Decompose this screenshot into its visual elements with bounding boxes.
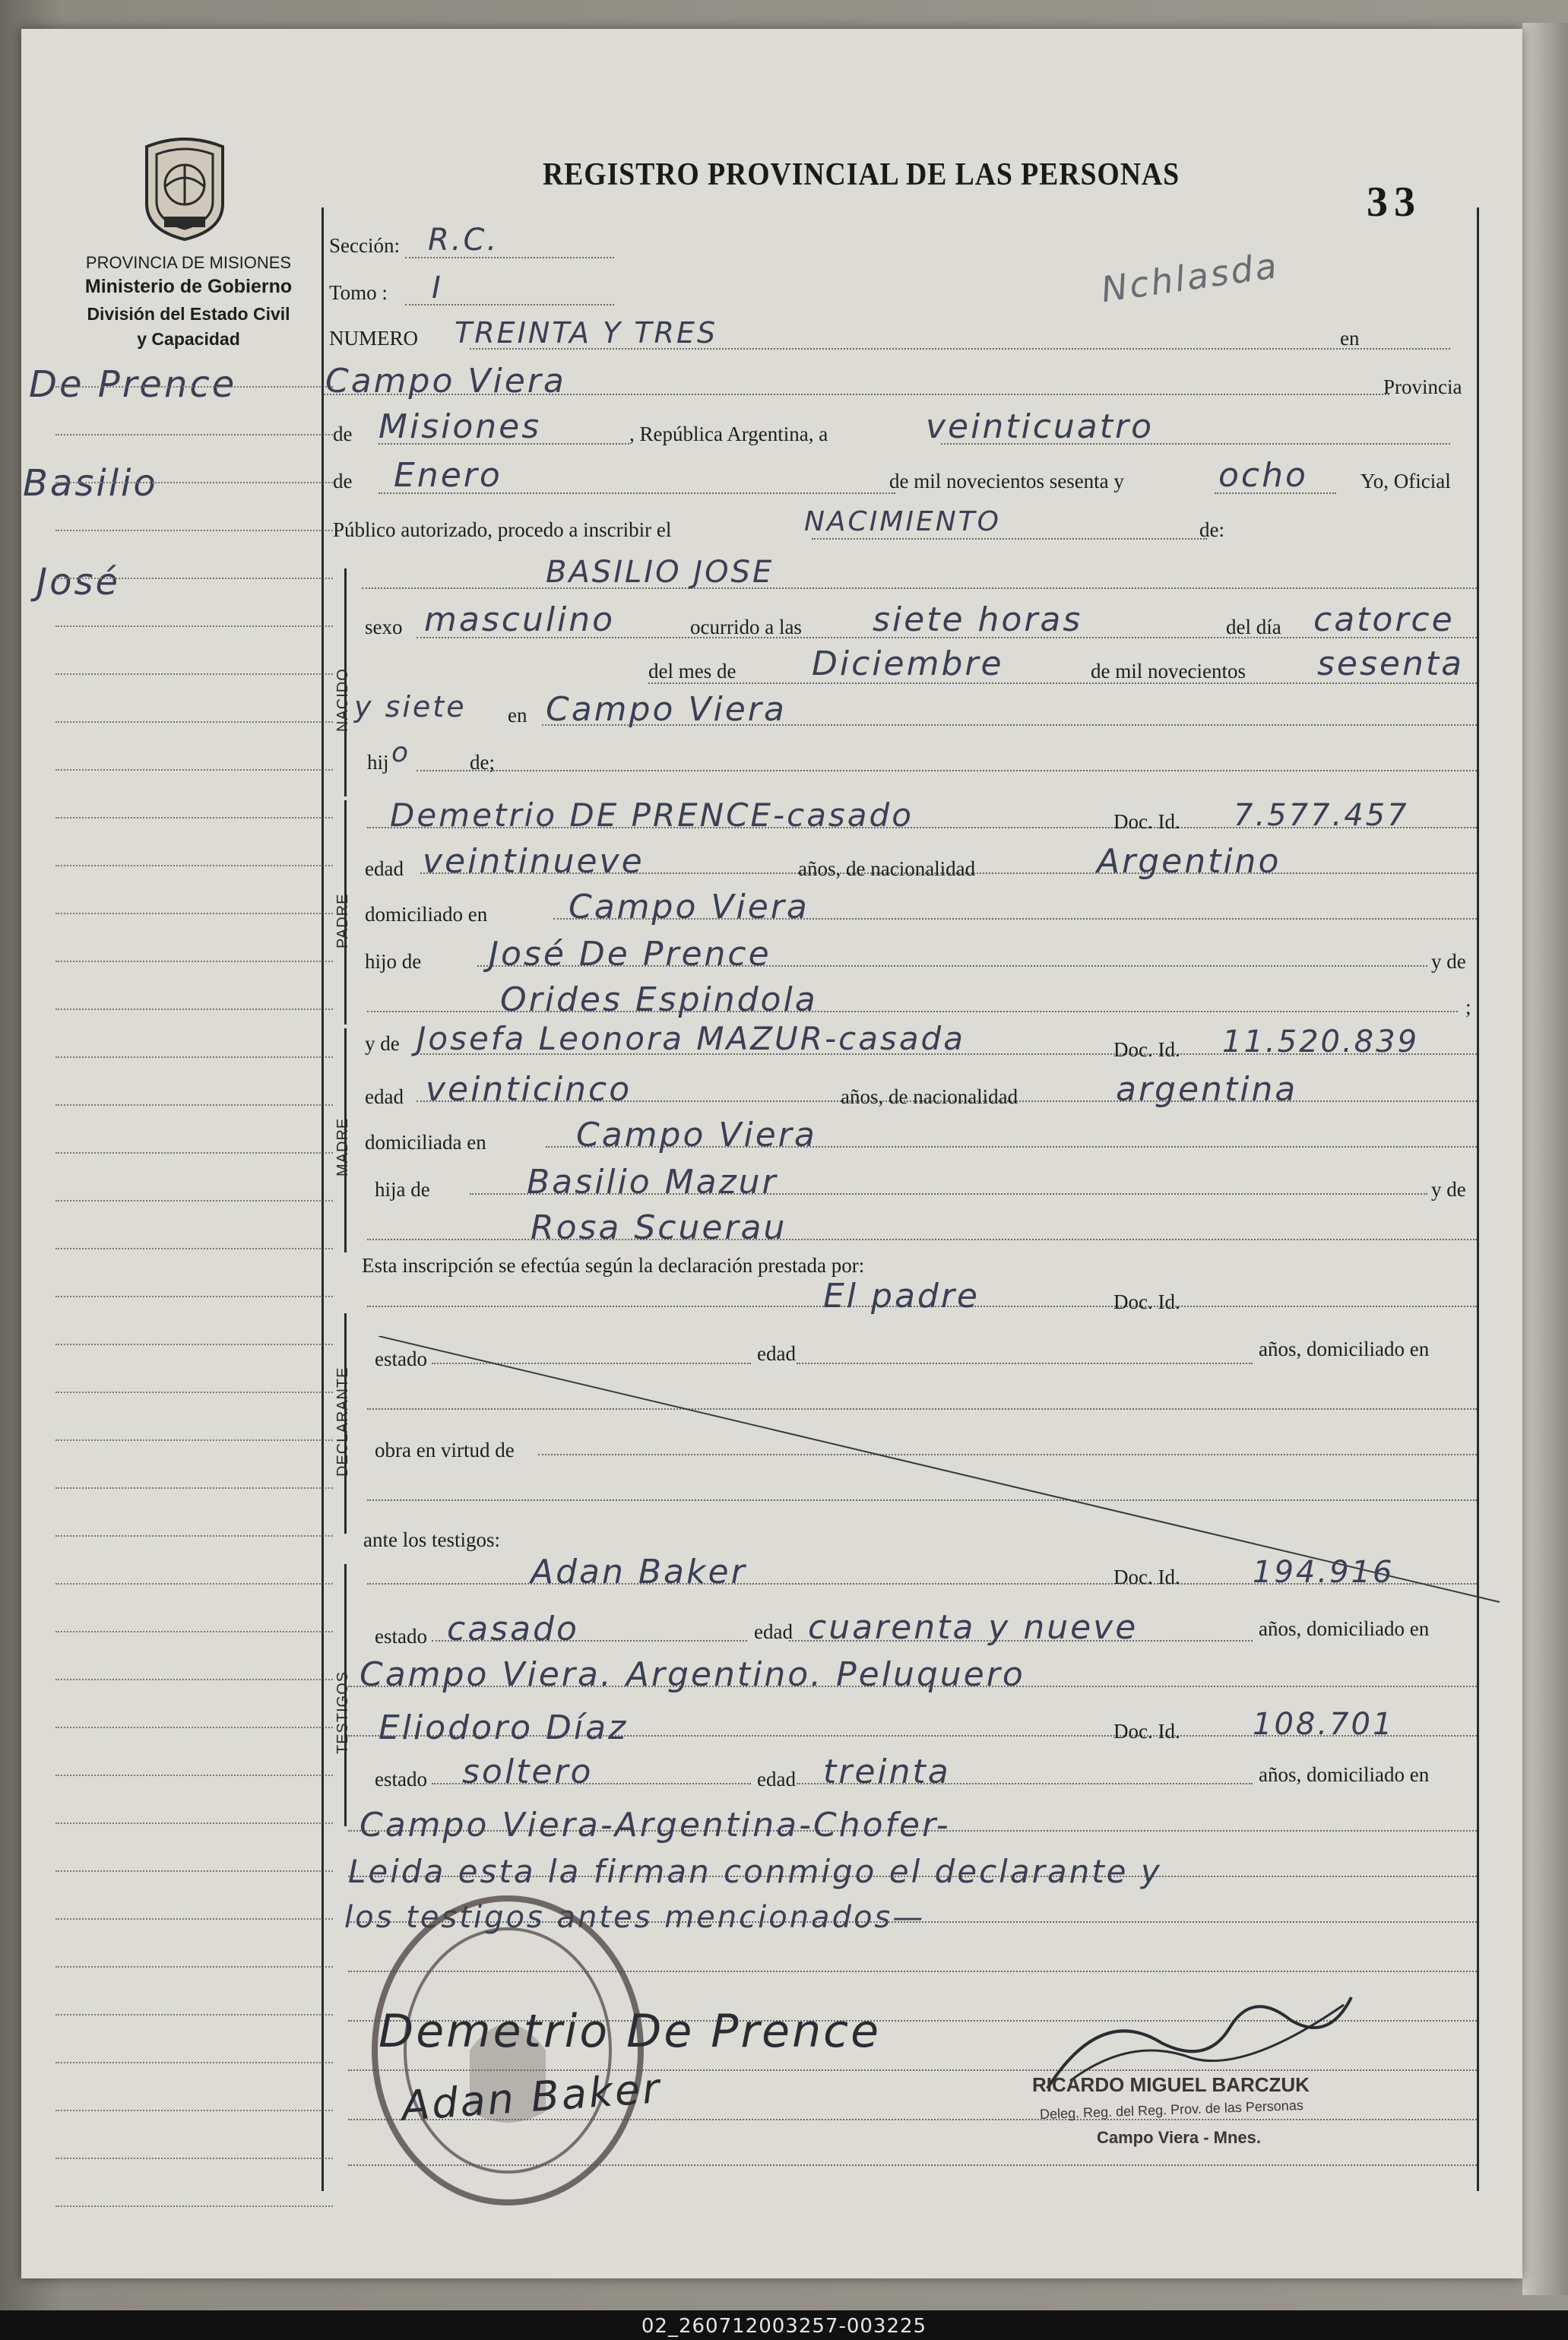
margin-rule — [55, 386, 333, 388]
margin-rule — [55, 913, 333, 914]
esta-inscripcion-label: Esta inscripción se efectúa según la declaración prestada por: — [362, 1254, 865, 1277]
padre-padre-value: José De Prence — [489, 935, 771, 974]
madre-nac-value: argentina — [1116, 1070, 1298, 1109]
margin-name1: Basilio — [23, 462, 158, 505]
madre-hija-de-label: hija de — [375, 1178, 430, 1201]
margin-name2: José — [36, 561, 121, 603]
corner-signature: Nchlasda — [1098, 244, 1281, 311]
margin-rule — [55, 2205, 333, 2207]
declarante-estado-label: estado — [375, 1347, 427, 1370]
margin-rule — [55, 625, 333, 627]
margin-rule — [55, 1775, 333, 1776]
margin-rule — [55, 2014, 333, 2015]
testigo2-domiciliado-label: años, domiciliado en — [1259, 1763, 1430, 1786]
dia-inscripcion-value: veinticuatro — [926, 407, 1154, 446]
testigo2-estado-value: soltero — [462, 1753, 594, 1791]
hijo-label: hij — [367, 751, 389, 774]
tomo-value: I — [432, 271, 443, 306]
sexo-value: masculino — [424, 600, 616, 639]
testigo1-domiciliado-label: años, domiciliado en — [1259, 1617, 1430, 1640]
madre-edad-label: edad — [365, 1085, 404, 1108]
padre-nac-label: años, de nacionalidad — [798, 857, 976, 880]
division-label: División del Estado Civil — [87, 304, 290, 324]
ministry-label: Ministerio de Gobierno — [84, 276, 293, 297]
margin-rule — [55, 769, 333, 771]
officer-place: Campo Viera - Mnes. — [1097, 2128, 1261, 2147]
registry-page — [21, 29, 1522, 2278]
testigo1-edad-label: edad — [754, 1620, 793, 1643]
testigo1-nombre-value: Adan Baker — [531, 1553, 747, 1591]
margin-rule — [55, 1152, 333, 1154]
margin-rule — [55, 1344, 333, 1345]
madre-madre-value: Rosa Scuerau — [531, 1208, 787, 1247]
de-sc-label: de; — [470, 751, 495, 774]
page-title: REGISTRO PROVINCIAL DE LAS PERSONAS — [542, 157, 1180, 192]
margin-rule — [55, 1870, 333, 1872]
nacido-label: NACIDO — [334, 668, 351, 732]
mes-value: Diciembre — [812, 644, 1004, 683]
madre-y-de-label-2: y de — [1431, 1178, 1466, 1201]
padre-nombre-value: Demetrio DE PRENCE-casado — [390, 796, 914, 834]
padre-domicilio-label: domiciliado en — [365, 903, 488, 926]
margin-rule — [55, 1296, 333, 1297]
form-rule — [362, 587, 1477, 589]
margin-rule — [55, 1918, 333, 1920]
del-dia-label: del día — [1226, 616, 1281, 638]
nombre-value: BASILIO JOSE — [546, 555, 774, 590]
margin-rule — [55, 1439, 333, 1441]
hora-value: siete horas — [873, 600, 1083, 639]
margin-rule — [55, 1056, 333, 1058]
publico-label: Público autorizado, procedo a inscribir el — [333, 518, 672, 541]
testigo2-estado-label: estado — [375, 1768, 427, 1791]
province-label: PROVINCIA DE MISIONES — [85, 253, 292, 272]
tomo-label: Tomo : — [329, 281, 388, 304]
margin-rule — [55, 961, 333, 962]
margin-rule — [55, 482, 333, 483]
declarante-edad-label: edad — [757, 1342, 796, 1365]
testigo1-estado-value: casado — [447, 1610, 579, 1648]
testigo2-nombre-value: Eliodoro Díaz — [379, 1708, 629, 1747]
en-label: en — [1340, 327, 1360, 350]
testigo1-domicilio-value: Campo Viera. Argentino. Peluquero — [360, 1655, 1025, 1694]
provincia-value: Misiones — [379, 407, 542, 446]
padre-label: PADRE — [334, 893, 351, 948]
ano1-value: sesenta — [1317, 644, 1465, 683]
ante-testigos-label: ante los testigos: — [363, 1528, 500, 1551]
margin-rule — [55, 1822, 333, 1824]
margin-rule — [55, 1631, 333, 1632]
testigos-label: TESTIGOS — [334, 1670, 351, 1754]
margin-rule — [55, 721, 333, 723]
form-rule — [812, 538, 1207, 540]
margin-rule — [55, 1487, 333, 1489]
margin-rule — [55, 673, 333, 675]
madre-label: MADRE — [334, 1117, 351, 1176]
frame-right — [1477, 207, 1479, 2191]
semicolon-label: ; — [1465, 996, 1471, 1018]
testigo1-edad-value: cuarenta y nueve — [808, 1608, 1139, 1647]
padre-edad-label: edad — [365, 857, 404, 880]
margin-rule — [55, 1727, 333, 1728]
margin-rule — [55, 2158, 333, 2159]
madre-domicilio-value: Campo Viera — [576, 1116, 817, 1154]
frame-left — [322, 207, 324, 2191]
margin-rule — [55, 1009, 333, 1010]
padre-signature: Demetrio De Prence — [379, 2005, 882, 2058]
margin-rule — [55, 530, 333, 531]
declarante-value: El padre — [823, 1277, 980, 1316]
capacity-label: y Capacidad — [137, 329, 240, 349]
padre-nac-value: Argentino — [1097, 842, 1281, 881]
madre-edad-value: veinticinco — [426, 1070, 632, 1109]
madre-doc-value: 11.520.839 — [1222, 1024, 1420, 1059]
closing-line-2: los testigos antes mencionados— — [344, 1900, 926, 1935]
margin-rule — [55, 1200, 333, 1202]
provincial-seal-icon — [135, 131, 234, 242]
officer-title: Deleg. Reg. del Reg. Prov. de las Personas — [1039, 2097, 1304, 2123]
image-id-label: 02_260712003257-003225 — [641, 2315, 927, 2338]
page-number: 33 — [1367, 179, 1421, 226]
seccion-value: R.C. — [428, 223, 499, 258]
ano-inscripcion-value: ocho — [1218, 456, 1308, 495]
madre-domicilio-label: domiciliada en — [365, 1131, 486, 1154]
madre-y-de-label: y de — [365, 1032, 400, 1055]
margin-rule — [55, 1248, 333, 1249]
hijo-suffix: o — [391, 737, 411, 768]
margin-surname: De Prence — [29, 363, 237, 406]
testigo1-estado-label: estado — [375, 1625, 427, 1648]
padre-edad-value: veintinueve — [423, 842, 645, 881]
testigo2-doc-label: Doc. Id. — [1113, 1720, 1180, 1743]
closing-line-1: Leida esta la firman conmigo el declarante y — [348, 1853, 1162, 1890]
sexo-label: sexo — [365, 616, 403, 638]
testigo2-edad-value: treinta — [823, 1753, 951, 1791]
form-rule — [417, 770, 1477, 771]
numero-label: NUMERO — [329, 327, 419, 350]
madre-padre-value: Basilio Mazur — [527, 1163, 778, 1202]
de-label: de — [333, 423, 353, 445]
dia-value: catorce — [1313, 600, 1455, 639]
testigo1-doc-value: 194.916 — [1253, 1555, 1395, 1590]
margin-rule — [55, 1535, 333, 1537]
page-edge — [1522, 23, 1568, 2295]
testigo2-edad-label: edad — [757, 1768, 796, 1791]
padre-domicilio-value: Campo Viera — [569, 888, 809, 926]
madre-doc-label: Doc. Id. — [1113, 1038, 1180, 1061]
margin-rule — [55, 578, 333, 579]
mes-inscripcion-value: Enero — [394, 456, 502, 495]
testigo1-doc-label: Doc. Id. — [1113, 1566, 1180, 1588]
republica-label: , República Argentina, a — [629, 423, 828, 445]
padre-doc-value: 7.577.457 — [1234, 798, 1409, 833]
en-nac-label: en — [508, 704, 527, 727]
madre-nac-label: años, de nacionalidad — [841, 1085, 1018, 1108]
ocurrido-label: ocurrido a las — [690, 616, 802, 638]
margin-rule — [55, 1104, 333, 1106]
margin-rule — [55, 1392, 333, 1393]
margin-rule — [55, 2062, 333, 2063]
margin-rule — [55, 2110, 333, 2111]
de-label-2: de — [333, 470, 353, 492]
testigo2-domicilio-value: Campo Viera-Argentina-Chofer- — [360, 1806, 951, 1844]
de-mil-nov-label: de mil novecientos — [1091, 660, 1246, 682]
padre-doc-label: Doc. Id. — [1113, 810, 1180, 833]
declarante-doc-label: Doc. Id. — [1113, 1290, 1180, 1313]
ano2-value: y siete — [354, 690, 467, 724]
margin-rule — [55, 817, 333, 819]
del-mes-label: del mes de — [648, 660, 736, 682]
madre-nombre-value: Josefa Leonora MAZUR-casada — [417, 1020, 965, 1057]
margin-rule — [55, 1679, 333, 1680]
de-mil-label: de mil novecientos sesenta y — [889, 470, 1124, 492]
declarante-domiciliado-label: años, domiciliado en — [1259, 1338, 1430, 1360]
provincia-label: Provincia — [1383, 375, 1462, 398]
lugar-value: Campo Viera — [325, 362, 566, 401]
margin-rule — [55, 1583, 333, 1585]
margin-rule — [55, 434, 333, 435]
padre-y-de-label: y de — [1431, 950, 1466, 973]
numero-value: TREINTA Y TRES — [455, 316, 718, 350]
obra-label: obra en virtud de — [375, 1439, 515, 1461]
yo-oficial-label: Yo, Oficial — [1361, 470, 1451, 492]
margin-rule — [55, 865, 333, 866]
seccion-label: Sección: — [329, 234, 400, 257]
de-colon-label: de: — [1199, 518, 1224, 541]
margin-rule — [55, 1966, 333, 1968]
padre-madre-value: Orides Espindola — [500, 980, 818, 1019]
lugar-nac-value: Campo Viera — [546, 690, 787, 729]
declarante-label: DECLARANTE — [334, 1366, 351, 1477]
acto-value: NACIMIENTO — [804, 506, 1001, 537]
testigo2-doc-value: 108.701 — [1253, 1707, 1395, 1742]
testigo-signature: Adan Baker — [400, 2064, 664, 2130]
officer-name: RICARDO MIGUEL BARCZUK — [1032, 2073, 1310, 2096]
padre-hijo-de-label: hijo de — [365, 950, 422, 973]
